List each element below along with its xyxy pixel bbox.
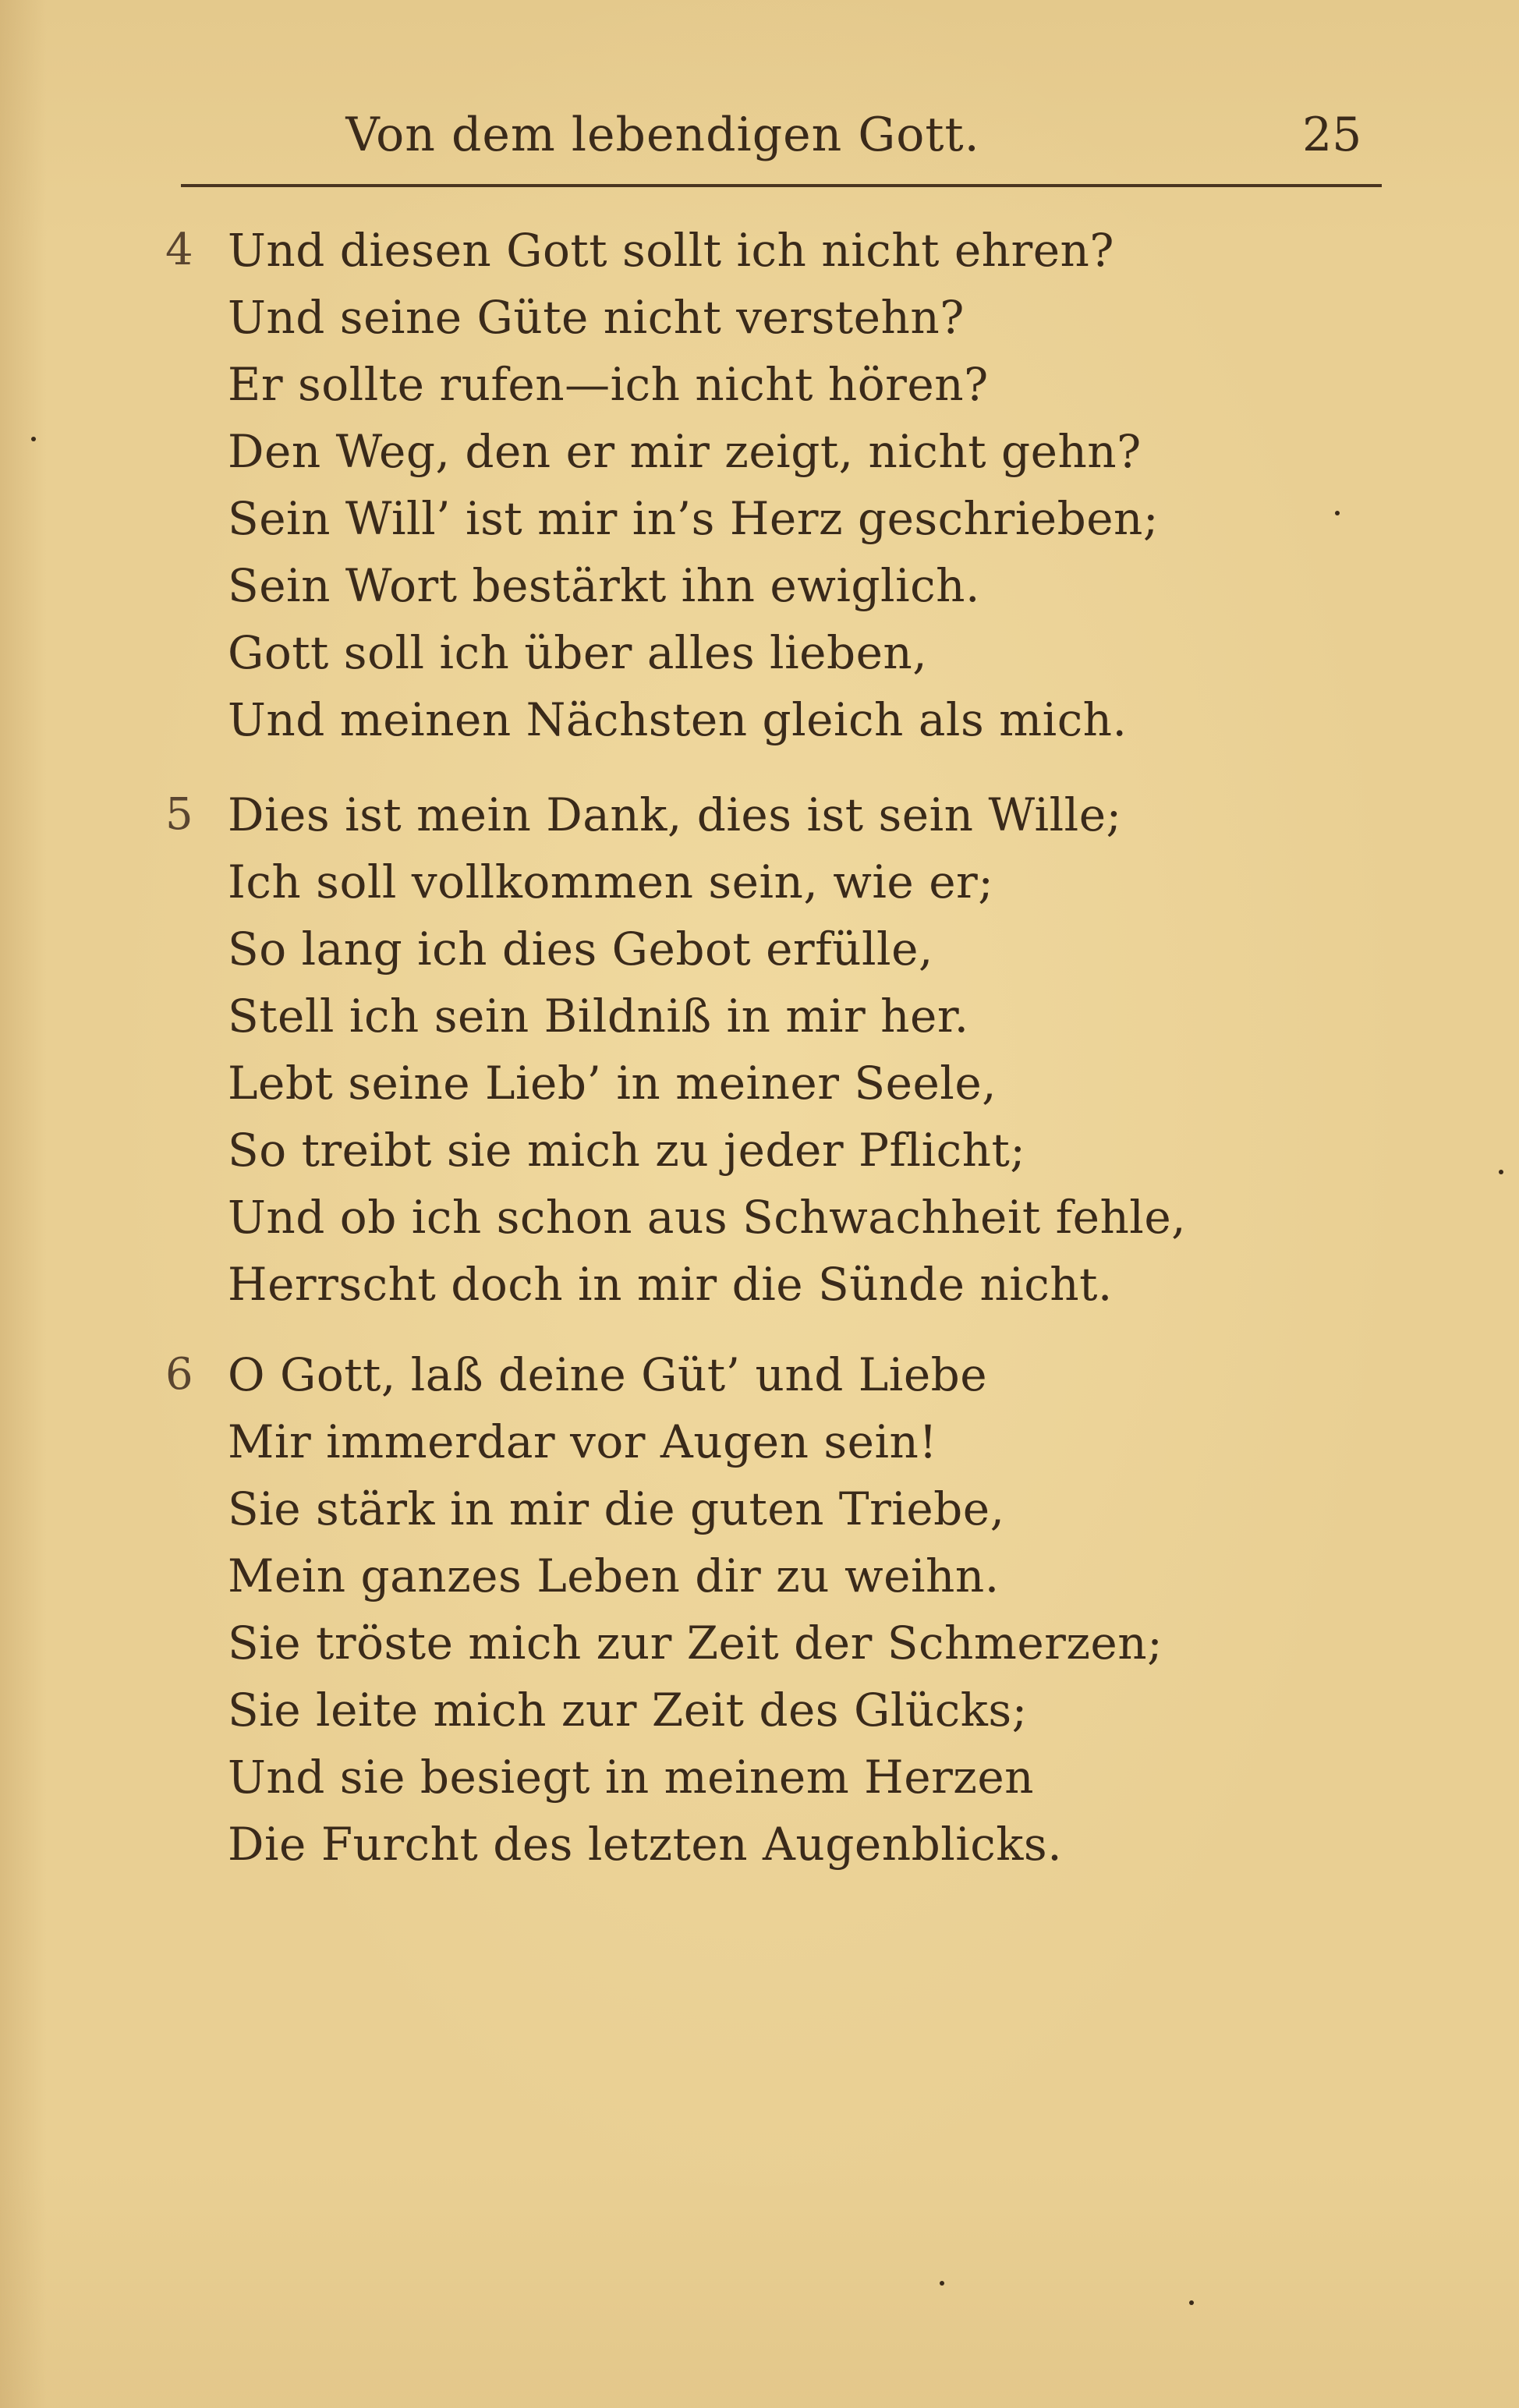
verse-line: O Gott, laß deine Güt’ und Liebe: [228, 1348, 988, 1401]
verse-line: Und diesen Gott sollt ich nicht ehren?: [228, 224, 1115, 277]
verse-line: Gott soll ich über alles lieben,: [228, 626, 928, 679]
verse-line: So treibt sie mich zu jeder Pflicht;: [228, 1124, 1026, 1177]
verse-line: Mein ganzes Leben dir zu weihn.: [228, 1549, 1000, 1602]
stanza-number: 5: [165, 789, 193, 840]
running-title: Von dem lebendigen Gott.: [345, 108, 980, 162]
stanza-number: 6: [165, 1349, 193, 1400]
verse-line: Sie leite mich zur Zeit des Glücks;: [228, 1684, 1028, 1737]
header-rule: [181, 184, 1382, 187]
verse-line: Den Weg, den er mir zeigt, nicht gehn?: [228, 425, 1142, 478]
verse-line: Sein Will’ ist mir in’s Herz geschrieben;: [228, 492, 1159, 545]
page-number: 25: [1302, 108, 1362, 162]
paper-speck: [940, 2281, 944, 2286]
paper-speck: [1335, 511, 1340, 515]
verse-line: Lebt seine Lieb’ in meiner Seele,: [228, 1057, 997, 1110]
paper-speck: [1189, 2300, 1194, 2305]
paper-speck: [1499, 1170, 1503, 1174]
verse-line: Mir immerdar vor Augen sein!: [228, 1415, 938, 1468]
paper-speck: [31, 437, 36, 441]
verse-line: Und meinen Nächsten gleich als mich.: [228, 693, 1128, 746]
page-header: [0, 101, 1519, 164]
verse-line: Und seine Güte nicht verstehn?: [228, 291, 965, 344]
verse-line: Sie tröste mich zur Zeit der Schmerzen;: [228, 1617, 1163, 1670]
stanza-number: 4: [165, 225, 193, 275]
verse-line: Herrscht doch in mir die Sünde nicht.: [228, 1258, 1113, 1311]
verse-line: Sein Wort bestärkt ihn ewiglich.: [228, 559, 980, 612]
verse-line: Und sie besiegt in meinem Herzen: [228, 1751, 1035, 1804]
verse-line: Sie stärk in mir die guten Triebe,: [228, 1482, 1005, 1535]
verse-line: So lang ich dies Gebot erfülle,: [228, 922, 933, 976]
verse-line: Und ob ich schon aus Schwachheit fehle,: [228, 1191, 1187, 1244]
verse-line: Die Furcht des letzten Augenblicks.: [228, 1818, 1063, 1871]
verse-line: Stell ich sein Bildniß in mir her.: [228, 990, 969, 1043]
verse-line: Er sollte rufen—ich nicht hören?: [228, 358, 989, 411]
verse-line: Ich soll vollkommen sein, wie er;: [228, 855, 994, 908]
verse-line: Dies ist mein Dank, dies ist sein Wille;: [228, 788, 1122, 841]
